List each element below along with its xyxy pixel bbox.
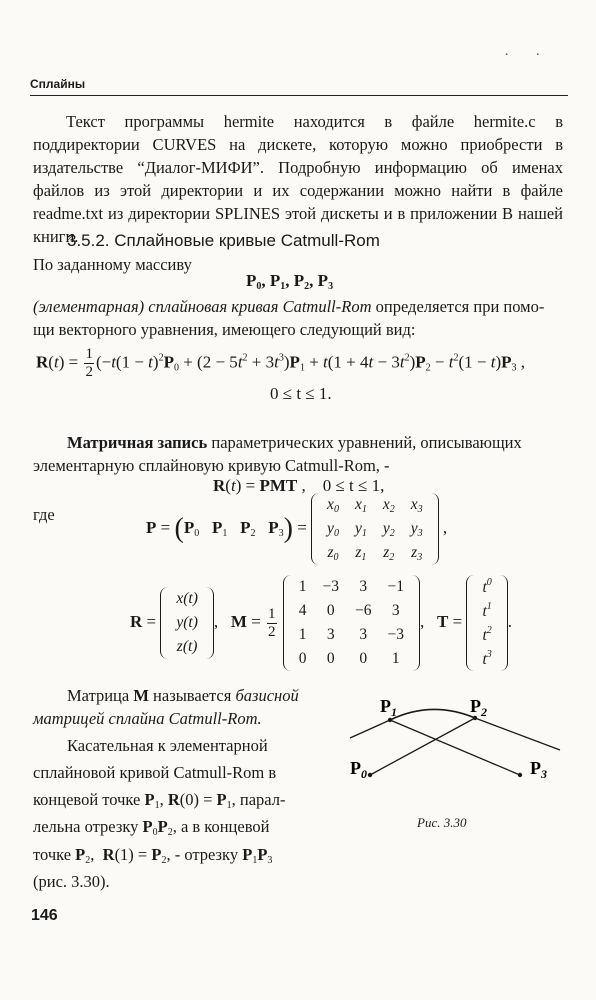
definition-line-1 bbox=[33, 297, 544, 317]
point-p2 bbox=[473, 716, 477, 720]
matrix-eq-range: 0 ≤ t ≤ 1, bbox=[322, 476, 385, 495]
tangent-line-3: концевой точке $P_1$, $R(0) = P_1$, парал- bbox=[33, 790, 286, 811]
where-text: где bbox=[33, 505, 55, 524]
tangent-line-4: лельна отрезку $P_0P_2$, а в концевой bbox=[33, 817, 270, 838]
half-fraction: $\frac{1}{2}$ bbox=[85, 346, 93, 380]
figure-3-30 bbox=[330, 690, 570, 800]
matrix-record-bold: Матричная запись bbox=[67, 433, 208, 452]
tangent-line-5: точке $P_2$, $R(1) = P_2$, - отрезку $P_1P_3$ bbox=[33, 845, 273, 866]
definition-line-2: щи векторного уравнения, имеющего следующий вид: bbox=[33, 320, 416, 339]
matrix-equation: R(t) = PMT , 0 ≤ t ≤ 1, bbox=[213, 476, 385, 495]
p-coordinates-matrix: $x_0$ $x_1$ $x_2$ $x_3$ $y_0$ $y_1$ $y_2$ $y_3$ $z_0$ $z_1$ $z_2$ $z_3$ bbox=[311, 493, 439, 565]
m-cell: −1 bbox=[387, 578, 405, 595]
label-p1: $P_1$ bbox=[380, 696, 397, 719]
running-header: Сплайны bbox=[30, 77, 86, 91]
m-cell: 3 bbox=[359, 578, 368, 595]
tangent-line-6: (рис. 3.30). bbox=[33, 872, 110, 891]
r-vector: x(t) y(t) z(t) bbox=[160, 587, 214, 659]
page-number: 146 bbox=[31, 907, 58, 924]
tangent-line-2: сплайновой кривой Catmull-Rom в bbox=[33, 763, 277, 782]
point-p3 bbox=[518, 773, 522, 777]
tangent-line-1: Касательная к элементарной bbox=[67, 736, 268, 755]
basis-line-1: Матрица М называется базисной bbox=[67, 686, 299, 705]
p-matrix-equation: $P = (P_0$ $P_1$ $P_2$ $P_3$) = $x_0$ $x_1$ $x_2$ $x_3$ $y_0$ $y_1$ $y_2$ $y_3$ $z_0$ $z_1$ $z_2$ $z_3$ , bbox=[146, 493, 447, 565]
rmt-definitions: R = x(t) y(t) z(t) , M = $\frac{1}{2}$ 1 −3 3 −1 4 0 −6 3 1 3 3 −3 0 0 0 1 , T = $t^0$ $t^1$ $t^2$ $t^3$ . bbox=[130, 575, 512, 671]
figure-caption: Рис. 3.30 bbox=[417, 815, 467, 830]
tangent-extension-right bbox=[475, 718, 560, 750]
matrix-record-line-1 bbox=[67, 433, 522, 453]
basis-line-2: матрицей сплайна Catmull-Rom. bbox=[33, 709, 262, 728]
basis-matrix-m bbox=[283, 575, 420, 671]
t-vector: $t^0$ $t^1$ $t^2$ $t^3$ bbox=[466, 575, 507, 671]
m-cell: 0 bbox=[326, 602, 335, 619]
margin-dots: . . bbox=[505, 44, 552, 59]
m-cell: 1 bbox=[298, 626, 307, 643]
m-cell: 1 bbox=[391, 650, 400, 667]
m-cell: 0 bbox=[298, 650, 307, 667]
tangent-extension-left bbox=[350, 720, 390, 738]
m-cell: 0 bbox=[326, 650, 335, 667]
label-p3: $P_3$ bbox=[530, 758, 547, 781]
given-array-text: По заданному массиву bbox=[33, 255, 192, 274]
segment-p0-p2 bbox=[370, 718, 475, 775]
parameter-range: 0 ≤ t ≤ 1. bbox=[270, 384, 332, 403]
m-cell: −3 bbox=[387, 626, 405, 643]
label-p0: $P_0$ bbox=[350, 758, 367, 781]
point-p0 bbox=[368, 773, 372, 777]
matrix-record-rest: параметрических уравнений, описывающих bbox=[207, 433, 522, 452]
points-array: $P_0$, $P_1$, $P_2$, $P_3$ bbox=[246, 271, 334, 292]
intro-paragraph bbox=[33, 110, 563, 248]
definition-term: (элементарная) сплайновая кривая Catmull-Rom bbox=[33, 297, 372, 316]
intro-text: Текст программы hermite находится в файле hermite.c в поддиректории CURVES на дискете, которую можно приобрести в издательстве “Диалог-МИФИ”. Подробную информацию об именах файлов из этой директории и их содержании можно найти в файле readme.txt из директории SPLINES этой дискеты и в приложении В нашей книги. bbox=[33, 112, 563, 246]
spline-curve bbox=[390, 709, 475, 720]
label-p2: $P_2$ bbox=[470, 696, 487, 719]
m-cell: −6 bbox=[355, 602, 372, 619]
matrix-record-line-2: элементарную сплайновую кривую Catmull-Rom, - bbox=[33, 456, 390, 475]
m-cell: 3 bbox=[391, 602, 400, 619]
m-cell: −3 bbox=[322, 578, 340, 595]
m-cell: 0 bbox=[359, 650, 368, 667]
m-cell: 4 bbox=[298, 602, 307, 619]
m-cell: 3 bbox=[359, 626, 368, 643]
m-cell: 3 bbox=[326, 626, 335, 643]
section-heading: 3.5.2. Сплайновые кривые Catmull-Rom bbox=[67, 231, 380, 250]
catmull-rom-equation: R(t) = $\frac{1}{2}$ ($-t(1 - t)^2P_0 + (2 - 5t^2 + 3t^3)P_1 + t(1 + 4t - 3t^2)P_2 - t^2(1 - t)P_3$ , bbox=[36, 346, 526, 380]
definition-rest: определяется при помо- bbox=[371, 297, 545, 316]
m-cell: 1 bbox=[298, 578, 307, 595]
header-rule bbox=[30, 95, 568, 96]
